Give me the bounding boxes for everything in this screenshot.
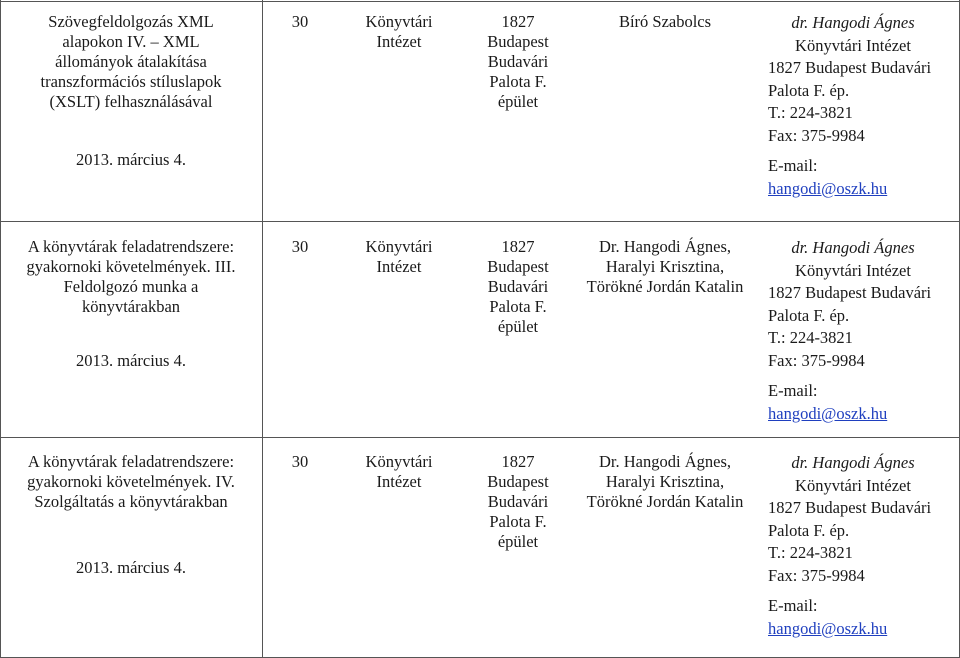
- row-divider: [0, 437, 960, 438]
- location: [466, 12, 570, 112]
- instructor-line: Haralyi Krisztina,: [605, 257, 725, 276]
- contact-name: dr. Hangodi Ágnes: [791, 13, 915, 32]
- location-line: Budavári: [487, 277, 549, 296]
- location: [466, 237, 570, 337]
- course-title-line: könyvtárakban: [81, 297, 181, 316]
- instructor-line: Törökné Jordán Katalin: [586, 277, 744, 296]
- course-title-line: A könyvtárak feladatrendszere:: [27, 452, 235, 471]
- course-hours-text: 30: [291, 452, 309, 471]
- contact-address: 1827 Budapest Budavári: [768, 58, 932, 77]
- contact-address: Palota F. ép.: [768, 305, 850, 325]
- contact-address: 1827 Budapest Budavári: [768, 283, 932, 302]
- course-date: [0, 150, 262, 170]
- location-line: épület: [497, 532, 539, 551]
- course-hours: [268, 237, 332, 257]
- contact-phone: T.: 224-3821: [768, 328, 853, 347]
- contact-org: Könyvtári Intézet: [795, 475, 911, 495]
- contact-org: Könyvtári Intézet: [795, 260, 911, 280]
- institution: [334, 12, 464, 52]
- location-line: Budapest: [487, 257, 549, 276]
- contact-email-link[interactable]: hangodi@oszk.hu: [768, 403, 888, 423]
- location-line: épület: [497, 92, 539, 111]
- row-divider: [0, 221, 960, 222]
- contact-fax: Fax: 375-9984: [768, 565, 865, 585]
- location-line: Budapest: [487, 32, 549, 51]
- course-date-text: 2013. március 4.: [76, 150, 186, 169]
- location-line: Palota F.: [489, 512, 547, 531]
- column-divider: [262, 0, 263, 658]
- instructor-line: Törökné Jordán Katalin: [586, 492, 744, 511]
- instructor-line: Haralyi Krisztina,: [605, 472, 725, 491]
- course-title-line: (XSLT) felhasználásával: [49, 92, 213, 111]
- instructors: [565, 12, 765, 32]
- institution: [334, 452, 464, 492]
- contact: [768, 452, 960, 640]
- course-date: [0, 351, 262, 371]
- course-title-line: transzformációs stíluslapok: [40, 72, 222, 91]
- location-line: épület: [497, 317, 539, 336]
- location: [466, 452, 570, 552]
- course-title-line: Feldolgozó munka a: [63, 277, 199, 296]
- instructors: [565, 237, 765, 297]
- instructors: [565, 452, 765, 512]
- course-title-line: állományok átalakítása: [55, 52, 207, 71]
- institution-line: Könyvtári: [365, 237, 433, 256]
- location-line: Budavári: [487, 52, 549, 71]
- contact: [768, 237, 960, 425]
- contact-email-label: E-mail:: [768, 156, 818, 175]
- course-title: [0, 12, 262, 112]
- institution-line: Intézet: [376, 32, 422, 51]
- contact-address: Palota F. ép.: [768, 80, 850, 100]
- instructor-line: Dr. Hangodi Ágnes,: [599, 452, 731, 471]
- contact-email-link[interactable]: hangodi@oszk.hu: [768, 178, 888, 198]
- course-title-line: gyakornoki követelmények. IV.: [27, 472, 235, 491]
- contact-email-label: E-mail:: [768, 596, 818, 615]
- contact-phone: T.: 224-3821: [768, 103, 853, 122]
- course-date-text: 2013. március 4.: [76, 558, 186, 577]
- location-line: Palota F.: [489, 72, 547, 91]
- instructor-line: Bíró Szabolcs: [618, 12, 712, 31]
- contact-org: Könyvtári Intézet: [795, 35, 911, 55]
- institution-line: Könyvtári: [365, 452, 433, 471]
- course-hours-text: 30: [291, 12, 309, 31]
- contact-email-link[interactable]: hangodi@oszk.hu: [768, 618, 888, 638]
- course-hours: [268, 12, 332, 32]
- contact-address: Palota F. ép.: [768, 520, 850, 540]
- course-hours-text: 30: [291, 237, 309, 256]
- course-title-line: Szolgáltatás a könyvtárakban: [34, 492, 228, 511]
- institution-line: Intézet: [376, 257, 422, 276]
- course-title-line: gyakornoki követelmények. III.: [26, 257, 236, 276]
- contact-name: dr. Hangodi Ágnes: [791, 453, 915, 472]
- institution-line: Könyvtári: [365, 12, 433, 31]
- course-date: [0, 558, 262, 578]
- location-line: Palota F.: [489, 297, 547, 316]
- contact-fax: Fax: 375-9984: [768, 350, 865, 370]
- contact-name: dr. Hangodi Ágnes: [791, 238, 915, 257]
- contact-fax: Fax: 375-9984: [768, 125, 865, 145]
- course-date-text: 2013. március 4.: [76, 351, 186, 370]
- contact-email-label: E-mail:: [768, 381, 818, 400]
- course-title: [0, 237, 262, 317]
- course-title: [0, 452, 262, 512]
- course-title-line: A könyvtárak feladatrendszere:: [27, 237, 235, 256]
- contact-phone: T.: 224-3821: [768, 543, 853, 562]
- contact-address: 1827 Budapest Budavári: [768, 498, 932, 517]
- course-hours: [268, 452, 332, 472]
- instructor-line: Dr. Hangodi Ágnes,: [599, 237, 731, 256]
- location-line: 1827: [501, 452, 535, 471]
- course-title-line: alapokon IV. – XML: [62, 32, 200, 51]
- contact: [768, 12, 960, 200]
- location-line: Budavári: [487, 492, 549, 511]
- row-divider: [0, 1, 960, 2]
- location-line: Budapest: [487, 472, 549, 491]
- course-title-line: Szövegfeldolgozás XML: [48, 12, 214, 31]
- institution: [334, 237, 464, 277]
- location-line: 1827: [501, 12, 535, 31]
- institution-line: Intézet: [376, 472, 422, 491]
- location-line: 1827: [501, 237, 535, 256]
